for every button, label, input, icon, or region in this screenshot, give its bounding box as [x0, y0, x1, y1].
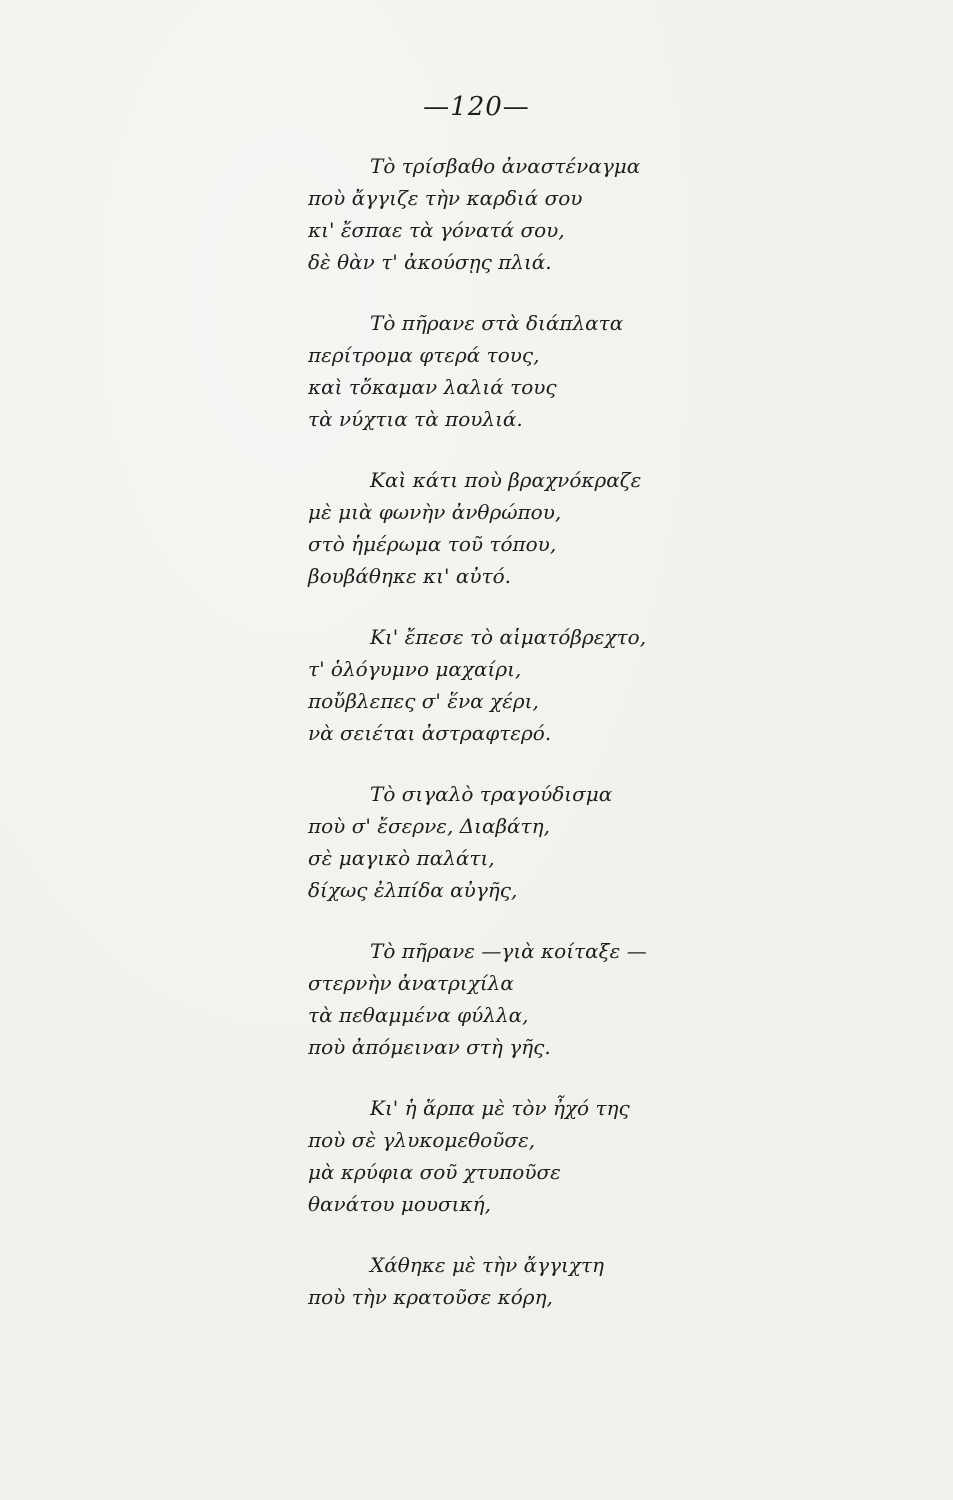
page-number: —120—: [423, 92, 530, 122]
poem-line: στερνὴν ἀνατριχίλα: [308, 971, 514, 995]
poem-line: τ' ὁλόγυμνο μαχαίρι,: [308, 657, 522, 681]
poem-line: βουβάθηκε κι' αὐτό.: [308, 564, 511, 588]
poem-line: ποὺ ἀπόμειναν στὴ γῆς.: [308, 1035, 551, 1059]
poem-line: ποὺ σὲ γλυκομεθοῦσε,: [308, 1128, 536, 1152]
poem-line: στὸ ἡμέρωμα τοῦ τόπου,: [308, 532, 557, 556]
poem-line: Τὸ τρίσβαθο ἀναστέναγμα: [370, 154, 641, 178]
stanza-2: [300, 307, 720, 435]
poem: [300, 150, 720, 1342]
poem-line: Κι' ἡ ἅρπα μὲ τὸν ἦχό της: [370, 1096, 630, 1120]
poem-line: Τὸ πῆρανε —γιὰ κοίταξε —: [370, 939, 647, 963]
stanza-8: [300, 1249, 720, 1313]
stanza-6: [300, 935, 720, 1063]
poem-line: μὰ κρύφια σοῦ χτυποῦσε: [308, 1160, 561, 1184]
stanza-1: [300, 150, 720, 278]
poem-line: περίτρομα φτερά τους,: [308, 343, 540, 367]
poem-line: ποὺ ἄγγιζε τὴν καρδιά σου: [308, 186, 583, 210]
poem-line: τὰ πεθαμμένα φύλλα,: [308, 1003, 529, 1027]
poem-line: μὲ μιὰ φωνὴν ἀνθρώπου,: [308, 500, 562, 524]
poem-line: κι' ἔσπαε τὰ γόνατά σου,: [308, 218, 565, 242]
poem-line: ποὺ σ' ἔσερνε, Διαβάτη,: [308, 814, 550, 838]
poem-line: σὲ μαγικὸ παλάτι,: [308, 846, 495, 870]
poem-line: Χάθηκε μὲ τὴν ἄγγιχτη: [370, 1253, 605, 1277]
poem-line: ποὔβλεπες σ' ἕνα χέρι,: [308, 689, 539, 713]
poem-line: Τὸ σιγαλὸ τραγούδισμα: [370, 782, 613, 806]
poem-line: θανάτου μουσική,: [308, 1192, 491, 1216]
poem-line: δίχως ἐλπίδα αὐγῆς,: [308, 878, 518, 902]
poem-line: ποὺ τὴν κρατοῦσε κόρη,: [308, 1285, 553, 1309]
poem-line: τὰ νύχτια τὰ πουλιά.: [308, 407, 523, 431]
stanza-4: [300, 621, 720, 749]
stanza-3: [300, 464, 720, 592]
poem-line: δὲ θὰν τ' ἀκούσῃς πλιά.: [308, 250, 552, 274]
poem-line: νὰ σειέται ἀστραφτερό.: [308, 721, 552, 745]
stanza-7: [300, 1092, 720, 1220]
poem-line: Καὶ κάτι ποὺ βραχνόκραζε: [370, 468, 642, 492]
stanza-5: [300, 778, 720, 906]
poem-line: Κι' ἔπεσε τὸ αἱματόβρεχτο,: [370, 625, 647, 649]
poem-line: Τὸ πῆρανε στὰ διάπλατα: [370, 311, 624, 335]
poem-line: καὶ τὄκαμαν λαλιά τους: [308, 375, 557, 399]
